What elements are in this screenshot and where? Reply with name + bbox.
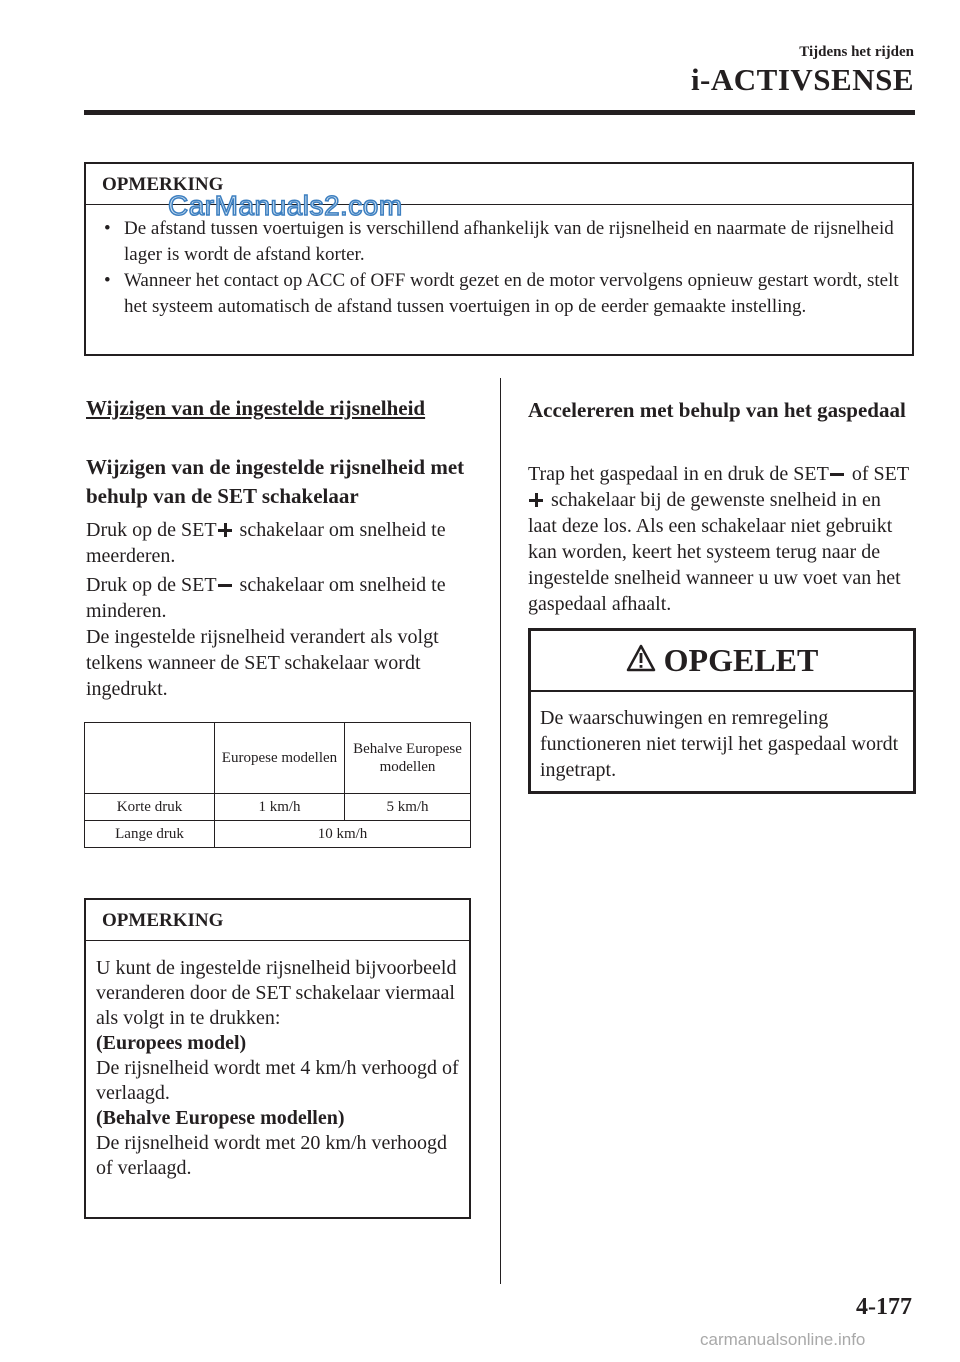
- table-row: [85, 821, 471, 848]
- section-title: Tijdens het rijden: [799, 44, 914, 60]
- paragraph-decrease: [86, 572, 486, 702]
- note-subheading: (Europees model): [96, 1032, 247, 1054]
- paragraph-text: schakelaar bij de gewenste snelheid in en laat deze los. Als een schakelaar niet gebruikt kan worden, keert het systeem terug naar de ingestelde snelheid wanneer u uw voet van het gaspedaal afhaalt.: [528, 489, 901, 615]
- table-header-empty: [85, 723, 215, 794]
- table-header-eu: [215, 723, 345, 794]
- table-header-label: Behalve Europese modellen: [353, 741, 462, 775]
- paragraph-text: Trap het gaspedaal in en druk de SET: [528, 463, 829, 485]
- table-header-non-eu: [345, 723, 471, 794]
- section-heading: Wijzigen van de ingestelde rijsnelheid: [86, 396, 426, 420]
- header-rule: [84, 110, 915, 115]
- top-note-list: [98, 216, 902, 320]
- top-note-title: OPMERKING: [102, 174, 224, 195]
- column-divider: [500, 378, 501, 1284]
- top-note-item-text: De afstand tussen voertuigen is verschillend afhankelijk van de rijsnelheid en naarmate de rijsnelheid lager is wordt de afstand korter.: [124, 218, 894, 265]
- left-note-body: [96, 956, 461, 1181]
- caution-box: [528, 628, 916, 794]
- table-cell: Lange druk: [85, 821, 215, 848]
- minus-icon: [218, 578, 232, 592]
- note-text: De rijsnelheid wordt met 4 km/h verhoogd of verlaagd.: [96, 1057, 459, 1104]
- minus-icon: [830, 467, 844, 481]
- chapter-title: i-ACTIVSENSE: [690, 62, 914, 97]
- top-note-item: [98, 216, 902, 268]
- table-cell: 1 km/h: [215, 794, 345, 821]
- note-text: De rijsnelheid wordt met 20 km/h verhoogd of verlaagd.: [96, 1132, 448, 1179]
- table-header-row: [85, 723, 471, 794]
- table-cell: 5 km/h: [345, 794, 471, 821]
- note-text: U kunt de ingestelde rijsnelheid bijvoorbeeld veranderen door de SET schakelaar viermaal als volgt in te drukken:: [96, 957, 457, 1029]
- table-row: [85, 794, 471, 821]
- left-note-box: [84, 898, 471, 1219]
- paragraph-increase: [86, 517, 486, 569]
- top-note-item: [98, 268, 902, 320]
- plus-icon: [218, 523, 232, 537]
- table-header-label: Europese modellen: [221, 750, 338, 766]
- bullet-icon: •: [104, 218, 111, 239]
- paragraph-text: schakelaar om snelheid te meerderen.: [86, 519, 446, 567]
- subsection-heading-accelerate: Accelereren met behulp van het gaspedaal: [528, 398, 906, 422]
- paragraph-text: Druk op de SET: [86, 519, 217, 541]
- note-subheading: (Behalve Europese modellen): [96, 1107, 345, 1129]
- paragraph-text: schakelaar om snelheid te minderen.: [86, 574, 446, 622]
- subsection-heading: Wijzigen van de ingestelde rijsnelheid met behulp van de SET schakelaar: [86, 455, 465, 508]
- left-note-title: OPMERKING: [102, 910, 224, 931]
- watermark-logo[interactable]: CarManuals2.com: [168, 190, 403, 221]
- paragraph-text: De ingestelde rijsnelheid verandert als volgt telkens wanneer de SET schakelaar wordt ingedrukt.: [86, 626, 439, 700]
- speed-table: [84, 722, 471, 848]
- paragraph-accelerate: [528, 461, 912, 617]
- footer-watermark[interactable]: carmanualsonline.info: [700, 1330, 866, 1349]
- caution-title: OPGELET: [663, 642, 819, 678]
- caution-header: [531, 631, 913, 692]
- caution-text: De waarschuwingen en remregeling functioneren niet terwijl het gaspedaal wordt ingetrapt.: [540, 707, 899, 781]
- left-note-divider: [86, 940, 469, 941]
- paragraph-text: of SET: [846, 463, 910, 485]
- page-number: 4-177: [856, 1294, 912, 1320]
- table-cell: Korte druk: [85, 794, 215, 821]
- warning-triangle-icon: [626, 644, 656, 677]
- top-note-item-text: Wanneer het contact op ACC of OFF wordt gezet en de motor vervolgens opnieuw gestart wordt, stelt het systeem automatisch de afstand tussen voertuigen in op de eerder gemaakte instelling.: [124, 270, 899, 317]
- bullet-icon: •: [104, 270, 111, 291]
- paragraph-text: Druk op de SET: [86, 574, 217, 596]
- table-cell: 10 km/h: [215, 821, 471, 848]
- plus-icon: [529, 493, 543, 507]
